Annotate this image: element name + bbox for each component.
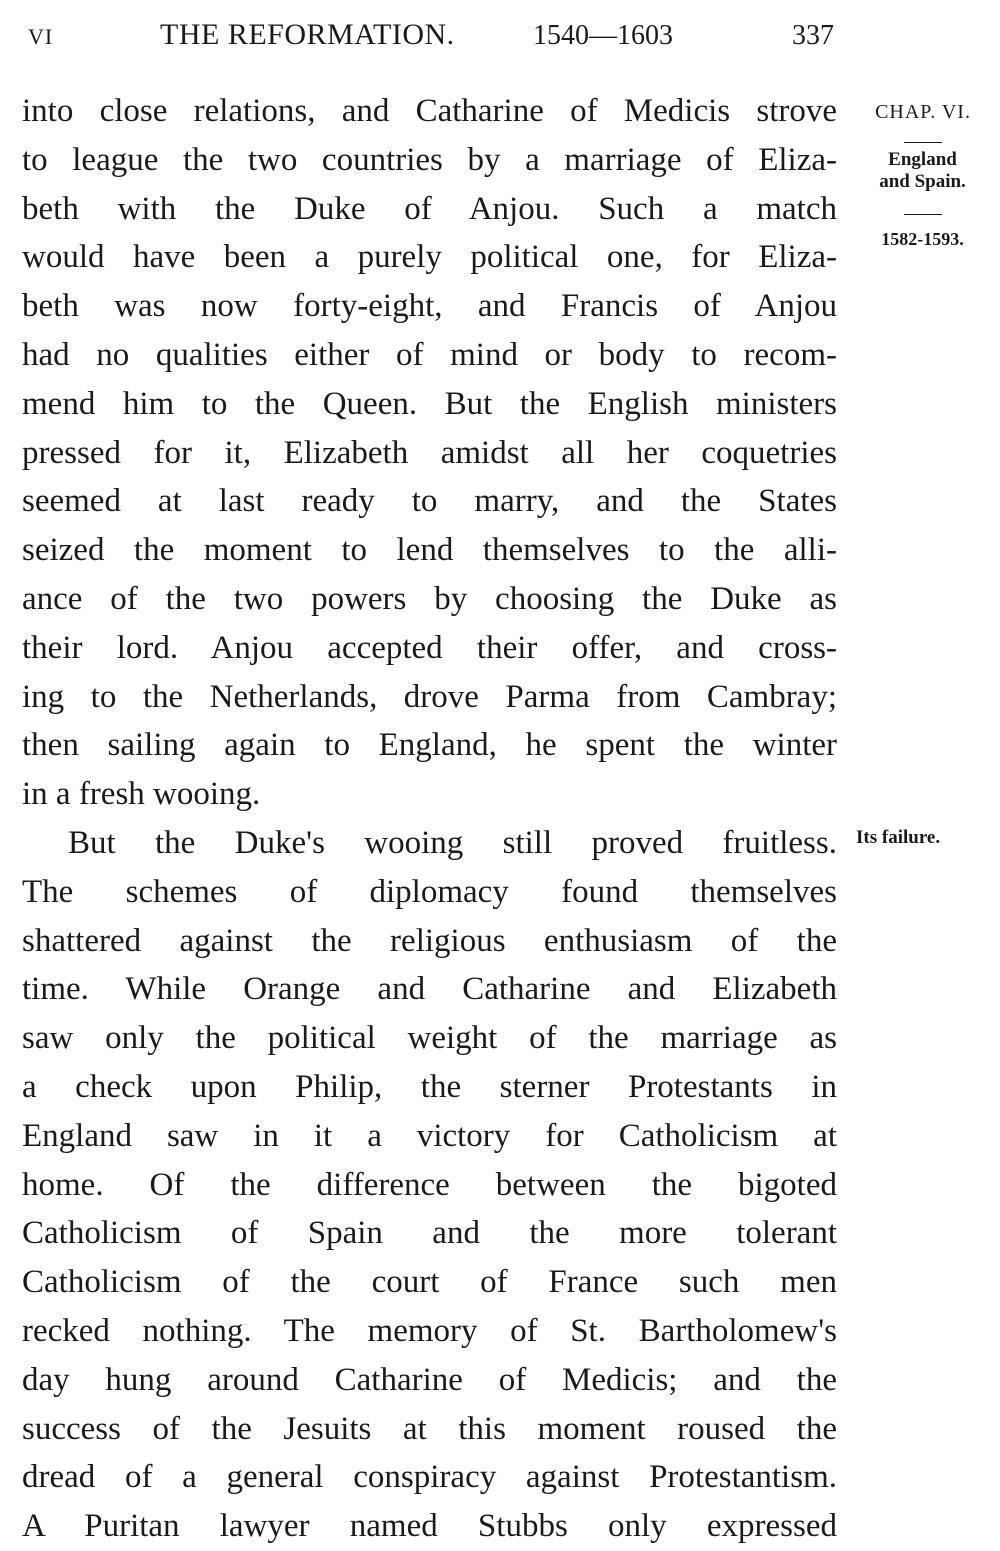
text-line: a check upon Philip, the sterner Protestants in xyxy=(22,1068,837,1105)
text-line: home. Of the difference between the bigoted xyxy=(22,1166,837,1203)
margin-rule-divider xyxy=(904,142,942,143)
text-line: success of the Jesuits at this moment roused the xyxy=(22,1410,837,1447)
page-number: 337 xyxy=(792,20,834,51)
text-line: pressed for it, Elizabeth amidst all her coquetries xyxy=(22,434,837,471)
margin-topic-line: and Spain. xyxy=(879,171,966,192)
text-line: into close relations, and Catharine of Medicis strove xyxy=(22,93,837,129)
text-line: dread of a general conspiracy against Protestantism. xyxy=(22,1459,837,1496)
running-header xyxy=(0,16,1000,56)
text-line: time. While Orange and Catharine and Elizabeth xyxy=(22,971,837,1008)
text-line: A Puritan lawyer named Stubbs only expressed xyxy=(22,1508,837,1545)
text-line: had no qualities either of mind or body to recom- xyxy=(22,336,837,373)
margin-note-failure: Its failure. xyxy=(856,827,941,848)
text-line: to league the two countries by a marriage of Eliza- xyxy=(22,141,837,178)
margin-topic-note xyxy=(850,149,995,193)
text-line: mend him to the Queen. But the English ministers xyxy=(22,385,837,422)
text-line: day hung around Catharine of Medicis; and the xyxy=(22,1361,837,1398)
text-line: their lord. Anjou accepted their offer, and cross- xyxy=(22,629,837,666)
text-line: ance of the two powers by choosing the Duke as xyxy=(22,580,837,617)
text-line: shattered against the religious enthusiasm of the xyxy=(22,922,837,959)
text-line: Catholicism of the court of France such men xyxy=(22,1264,837,1301)
header-chapter-number: VI xyxy=(28,24,54,49)
text-line: beth with the Duke of Anjou. Such a match xyxy=(22,190,837,227)
margin-topic-line: England xyxy=(888,149,957,170)
text-line: in a fresh wooing. xyxy=(22,776,261,813)
text-line: saw only the political weight of the marriage as xyxy=(22,1020,837,1057)
text-line: ing to the Netherlands, drove Parma from Cambray; xyxy=(22,678,837,715)
text-line: seized the moment to lend themselves to the alli- xyxy=(22,532,837,569)
text-line: would have been a purely political one, for Eliza- xyxy=(22,239,837,276)
margin-chapter-label: CHAP. VI. xyxy=(875,101,971,123)
margin-rule-divider xyxy=(904,214,942,215)
text-line: then sailing again to England, he spent the winter xyxy=(22,727,837,764)
text-line: The schemes of diplomacy found themselves xyxy=(22,873,837,910)
text-line: seemed at last ready to marry, and the States xyxy=(22,483,837,520)
header-book-title: THE REFORMATION. xyxy=(160,18,455,51)
text-line: But the Duke's wooing still proved fruitless. xyxy=(68,824,837,861)
margin-date-range: 1582-1593. xyxy=(881,229,964,249)
text-line: beth was now forty-eight, and Francis of Anjou xyxy=(22,288,837,325)
text-line: Catholicism of Spain and the more tolerant xyxy=(22,1215,837,1252)
header-date-range: 1540—1603 xyxy=(533,20,673,51)
text-line: England saw in it a victory for Catholicism at xyxy=(22,1117,837,1154)
main-text-column xyxy=(22,87,837,1551)
text-line: recked nothing. The memory of St. Bartholomew's xyxy=(22,1312,837,1349)
